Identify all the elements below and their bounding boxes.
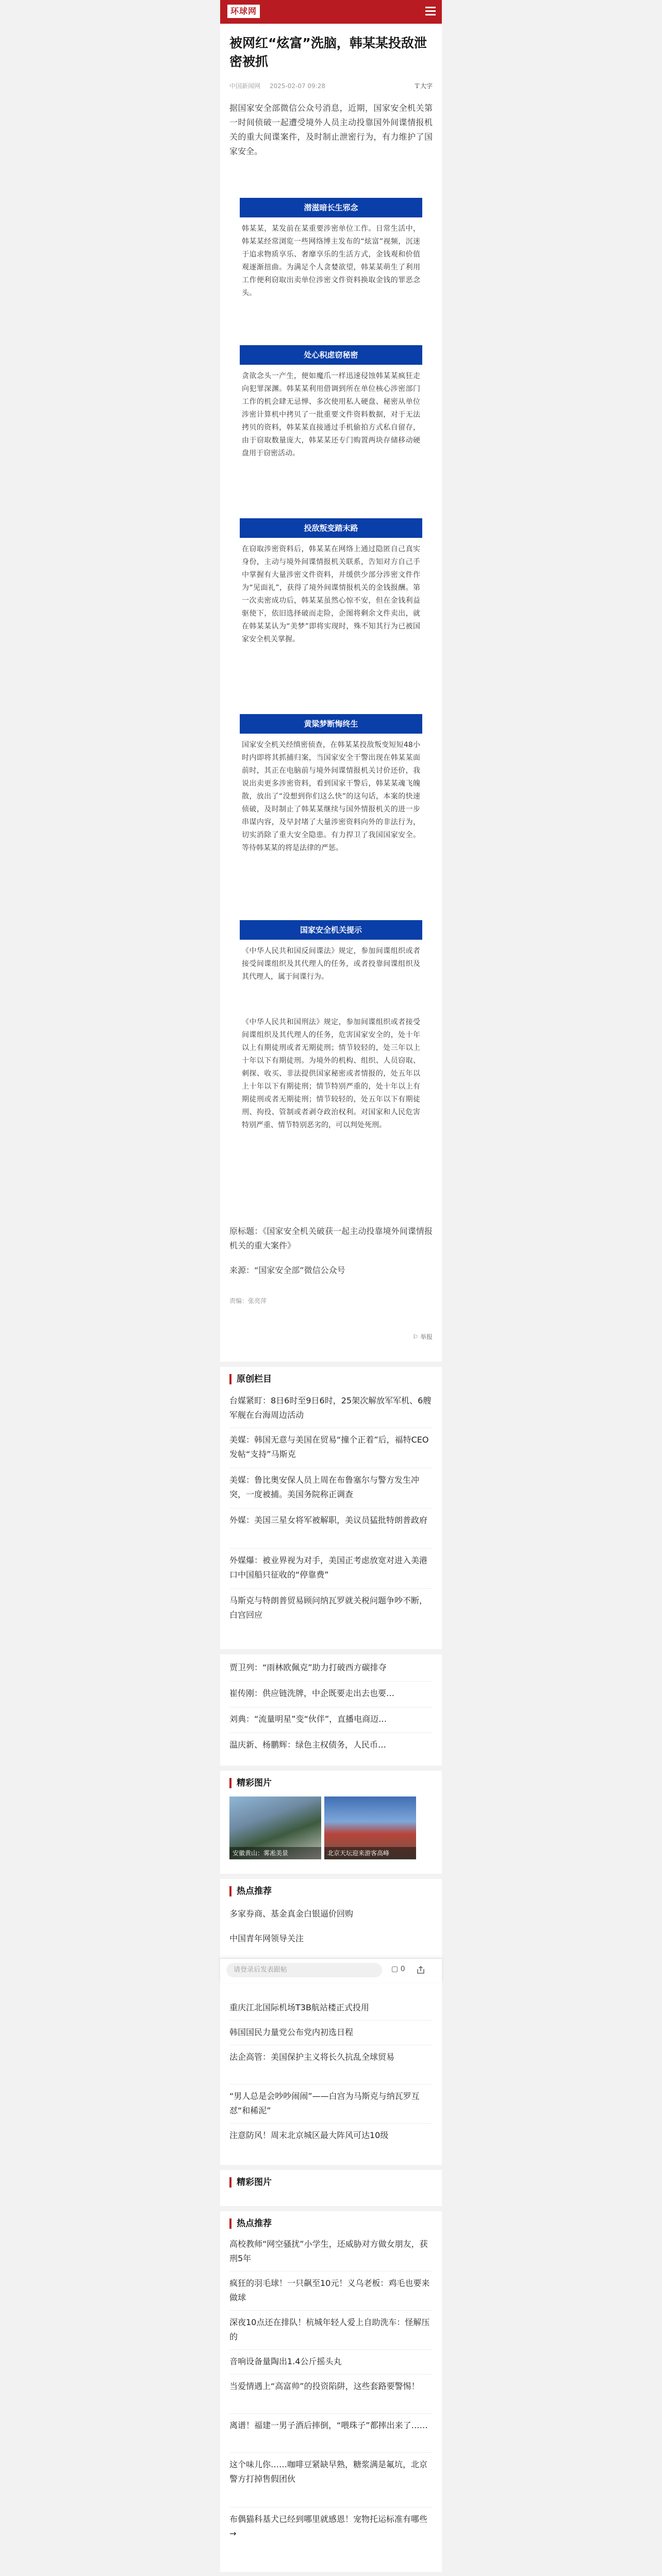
article-meta [229, 81, 433, 90]
divider [229, 1548, 433, 1549]
section-heading: 国家安全机关提示 [240, 920, 422, 940]
divider [229, 2020, 433, 2021]
section-heading: 处心积虑窃秘密 [240, 345, 422, 365]
list-item[interactable]: 深夜10点还在排队！杭城年轻人爱上自助洗车：怪解压的 [229, 2317, 430, 2342]
editor: 责编：张亮萍 [229, 1297, 267, 1304]
report-button[interactable] [412, 1332, 433, 1341]
comment-count-value: 0 [400, 1965, 405, 1973]
list-item[interactable]: “男人总是会吵吵闹闹”——白宫为马斯克与纳瓦罗互怼“和稀泥” [229, 2091, 420, 2115]
menu-icon[interactable] [425, 7, 436, 16]
list-item[interactable]: 多家券商、基金真金白银逼价回购 [229, 1909, 354, 1919]
list-item[interactable]: 重庆江北国际机场T3B航站楼正式投用 [229, 2003, 369, 2012]
gallery-section [220, 2170, 442, 2206]
font-size-label: 大字 [420, 82, 433, 90]
section-title: 精彩图片 [229, 1778, 272, 1788]
section-box-5 [240, 920, 422, 984]
list-item[interactable]: 这个味儿你……咖啡豆紧缺早熟，糖浆满是氟坑，北京警方打掉售假团伙 [229, 2460, 428, 2484]
divider [229, 2271, 433, 2272]
article-intro: 据国家安全部微信公众号消息，近期，国家安全机关第一时间侦破一起遭受境外人员主动投靠国外间谍情报机关的重大间谍案件，及时制止泄密行为，有力维护了国家安全。 [229, 103, 433, 156]
section-title: 精彩图片 [229, 2177, 272, 2188]
section-body: 在窃取涉密资料后，韩某某在网络上通过隐匿自己真实身份，主动与境外间谍情报机关联系，告知对方自己手中掌握有大量涉密文件资料，并缓供少部分涉密文件作为“见面礼”，获得了境外间谍情报机关的金钱报酬。第一次卖密成功后，韩某某虽然心惊不安，但在金钱利益驱使下，依旧选择破而走险，企图将剩余文件卖出，就在韩某某认为“美梦”即将实现时，殊不知其行为已被国家安全机关掌握。 [242, 545, 420, 643]
section-title: 原创栏目 [229, 1374, 272, 1384]
section-title: 热点推荐 [229, 1886, 272, 1896]
divider [229, 2413, 433, 2414]
section-body: 韩某某，某发前在某重要涉密单位工作。日常生活中，韩某某经常浏览一些网络博主发布的“炫富”视频，沉迷于追求物质享乐、奢靡享乐的生活方式，金钱观和价值观逐渐扭曲。为满足个人贪婪欲望，韩某某萌生了利用工作便利窃取出卖单位涉密文件资料换取金钱的罪恶念头。 [242, 225, 420, 297]
list-item[interactable]: 韩国国民力量党公布党内初选日程 [229, 2027, 354, 2037]
gallery-picture[interactable] [324, 1797, 416, 1859]
divider [229, 1588, 433, 1589]
section-heading: 潜滋暗长生邪念 [240, 198, 422, 217]
list-item[interactable]: 音响设备量陶出1.4公斤摇头丸 [229, 2357, 342, 2366]
source-line: 来源：“国家安全部”微信公众号 [229, 1265, 345, 1275]
list-item[interactable]: 美媒：鲁比奥安保人员上周在布鲁塞尔与警方发生冲突，一度被捕。美国务院称正调查 [229, 1475, 420, 1499]
section-body: 贪欲念头一产生，便如魔爪一样迅速侵蚀韩某某疯狂走向犯罪深渊。韩某某利用借调到所在单位核心涉密部门工作的机会肆无忌惮、多次使用私人硬盘、秘密从单位涉密计算机中拷贝了一批重要文件资料数据，对于无法拷贝的资料，韩某某直接通过手机偷拍方式私自留存，由于窃取数量庞大，韩某某还专门购置两块存储移动硬盘用于窃密活动。 [242, 372, 420, 457]
original-title: 原标题：《国家安全机关破获一起主动投靠境外间谍情报机关的重大案件》 [229, 1226, 433, 1250]
divider [229, 2123, 433, 2124]
share-icon[interactable] [416, 1965, 425, 1975]
section-box-3 [240, 518, 422, 646]
divider [229, 1508, 433, 1509]
gallery-section [220, 1771, 442, 1874]
list-item[interactable]: 崔传刚：供应链洗牌，中企既要走出去也要… [229, 1688, 395, 1698]
list-item[interactable]: 法企高管：美国保护主义将长久抗乱全球贸易 [229, 2052, 395, 2062]
law-paragraph-box [240, 1016, 422, 1132]
gallery-picture[interactable] [229, 1797, 321, 1859]
hot-recommend [220, 1879, 442, 2165]
list-item[interactable]: 注意防风！周末北京城区最大阵风可达10级 [229, 2130, 389, 2140]
list-item[interactable]: 当爱情遇上“高富帅”的投资陷阱，这些套路要警惕！ [229, 2381, 420, 2391]
font-icon: Ｔ [413, 82, 420, 90]
comment-count[interactable] [391, 1965, 405, 1973]
list-item[interactable]: 高校教师“网空骚扰”小学生，还威胁对方做女朋友，获刑5年 [229, 2239, 428, 2263]
font-size-button[interactable] [414, 81, 433, 90]
picture-caption: 北京天坛迎来游客高峰 [324, 1847, 416, 1859]
original-column [220, 1367, 442, 1649]
list-item[interactable]: 马斯克与特朗普贸易顾问纳瓦罗就关税问题争吵不断，白宫回应 [229, 1596, 428, 1620]
report-label: 举报 [420, 1333, 433, 1341]
divider [229, 2349, 433, 2350]
article-datetime: 2025-02-07 09:28 [269, 82, 325, 90]
comment-icon: ▢ [391, 1965, 401, 1973]
article-title: 被网红“炫富”洗脑，韩某某投敌泄密被抓 [229, 36, 427, 69]
section-body: 国家安全机关经缜密侦查，在韩某某投敌叛变短短48小时内即将其抓捕归案，当国家安全干警出现在韩某某面前时，其正在电脑前与境外间谍情报机关讨价还价，我说出卖更多涉密资料，看到国家干警后，韩某某魂飞魄散，放出了“没想到你们这么快”的这句话，本案的快速侦破，及时制止了韩某某继续与国外情报机关的进一步串谋内容，及早封堵了大量涉密资料向外的非法行为，切实消除了重大安全隐患。有力捍卫了我国国家安全。等待韩某某的将是法律的严惩。 [242, 741, 420, 852]
list-item[interactable]: 台媒紧盯：8日6时至9日6时，25架次解放军军机、6艘军舰在台海周边活动 [229, 1396, 432, 1420]
site-logo[interactable]: 环球网 [227, 5, 260, 18]
list-item[interactable]: 贾卫列：“雨林欧佩克”助力打破西方碳排夺 [229, 1663, 387, 1672]
section-box-2 [240, 345, 422, 460]
list-item[interactable]: 刘典：“流量明星”变“伙伴”，直播电商迈… [229, 1714, 387, 1724]
list-item[interactable]: 外媒：美国三星女将军被解职，美议员猛批特朗普政府 [229, 1515, 428, 1525]
divider [229, 2310, 433, 2311]
list-item[interactable]: 疯狂的羽毛球！一只飙至10元！义乌老板：鸡毛也要来做球 [229, 2278, 430, 2302]
section-box-1 [240, 198, 422, 300]
comment-bar [220, 1958, 442, 1982]
hot-recommend [220, 2211, 442, 2572]
more-list [220, 1654, 442, 1766]
section-title: 热点推荐 [229, 2218, 272, 2229]
comment-input[interactable]: 请登录后发表跟帖 [226, 1963, 382, 1977]
list-item[interactable]: 布偶猫科基犬已经到哪里就感恩！宠物托运标准有哪些→ [229, 2514, 428, 2538]
list-item[interactable]: 离谱！福建一男子酒后摔倒，“喂珠子”都摔出来了…… [229, 2420, 428, 2430]
divider [229, 2374, 433, 2375]
law-paragraph: 《中华人民共和国刑法》规定，参加间谍组织或者接受间谍组织及其代理人的任务，危害国家安全的，处十年以上有期徒刑或者无期徒刑；情节较轻的，处三年以上十年以下有期徒刑。为境外的机构、组织、人员窃取、刺探、收买、非法提供国家秘密或者情报的，处五年以上十年以下有期徒刑；情节特别严重的，处十年以上有期徒刑或者无期徒刑；情节较轻的，处五年以下有期徒刑、拘役、管制或者剥夺政治权利。对国家和人民危害特别严重、情节特别恶劣的，可以判处死刑。 [242, 1018, 420, 1129]
list-item[interactable]: 中国青年网领导关注 [229, 1934, 304, 1943]
divider [229, 2452, 433, 2453]
article-source: 中国新闻网 [229, 82, 261, 90]
list-item[interactable]: 温庆新、杨鹏辉：绿色主权债务，人民币… [229, 1740, 387, 1750]
top-bar [220, 0, 442, 24]
section-box-4 [240, 714, 422, 855]
article [220, 24, 442, 1362]
section-heading: 黄粱梦断悔终生 [240, 714, 422, 734]
divider [229, 1681, 433, 1682]
list-item[interactable]: 外媒爆：被业界视为对手，美国正考虑放宽对进入美港口中国船只征收的“停靠费” [229, 1555, 428, 1580]
section-heading: 投敌叛变踏末路 [240, 518, 422, 538]
picture-caption: 安徽黄山：雾凇美景 [229, 1847, 321, 1859]
report-icon: ⚐ [412, 1333, 420, 1341]
section-body: 《中华人民共和国反间谍法》规定，参加间谍组织或者接受间谍组织及其代理人的任务，或者投靠间谍组织及其代理人，属于间谍行为。 [242, 947, 420, 981]
list-item[interactable]: 美媒：韩国无意与美国在贸易“撞个正着”后，福特CEO发帖“支持”马斯克 [229, 1435, 429, 1459]
